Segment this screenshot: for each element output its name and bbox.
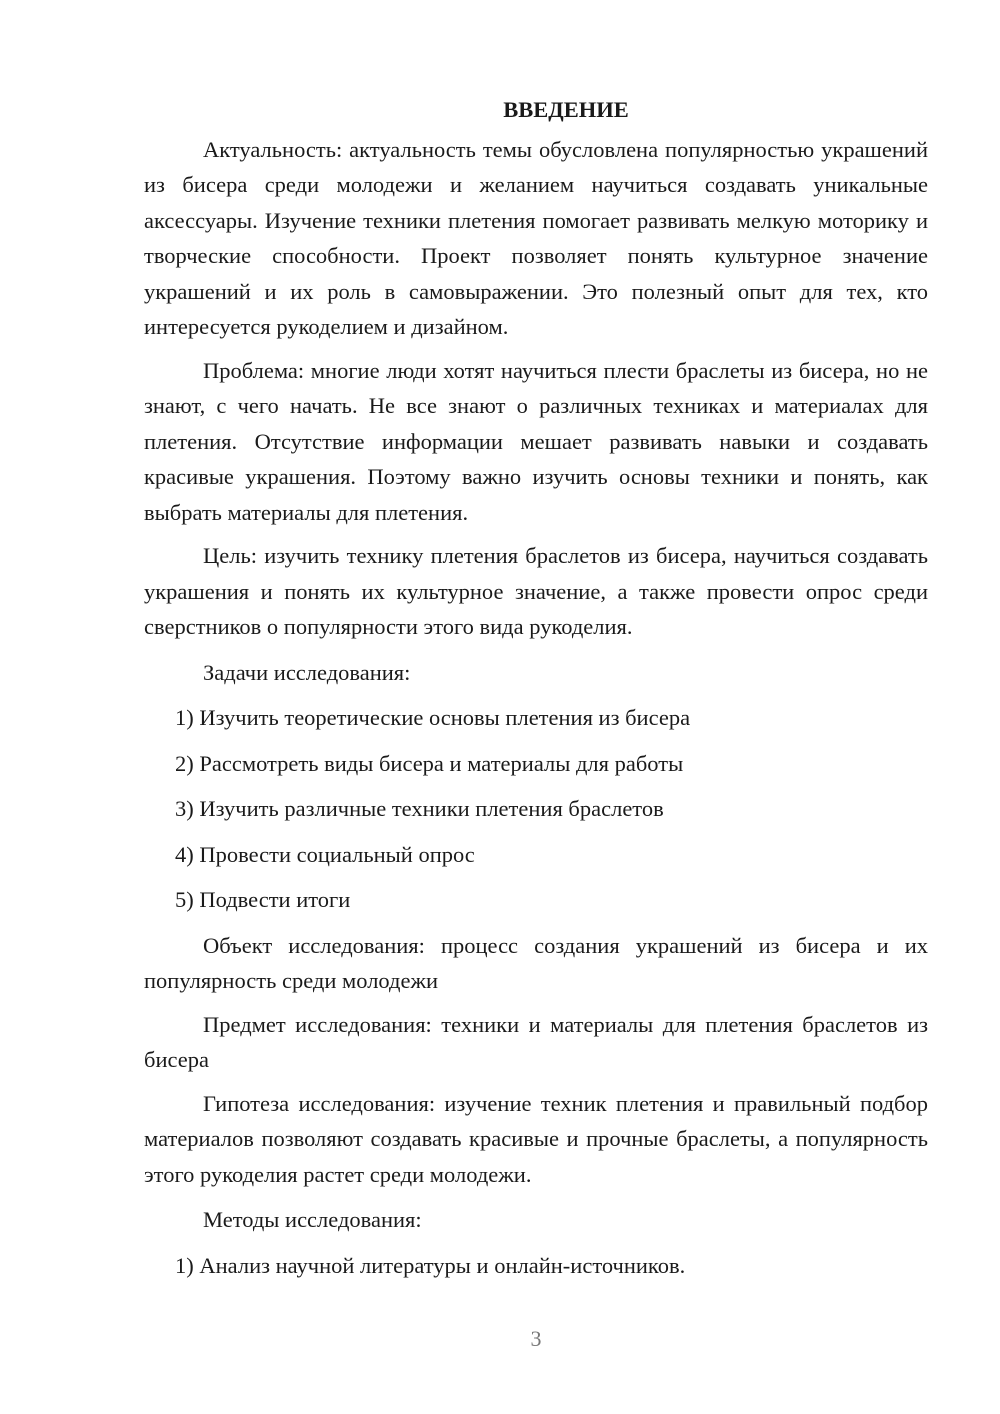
task-item: 4) Провести социальный опрос xyxy=(175,841,475,867)
relevance-paragraph: Актуальность: актуальность темы обусловлена популярностью украшений из бисера среди молодежи и желанием научиться создавать уникальные аксессуары. Изучение техники плетения помогает развивать мелкую моторику и творческие способности. Проект позволяет понять культурное значение украшений и их роль в самовыражении. Это полезный опыт для тех, кто интересуется рукоделием и дизайном. xyxy=(144,136,928,339)
section-title: ВВЕДЕНИЕ xyxy=(503,97,629,122)
document-page xyxy=(144,92,928,1293)
methods-list xyxy=(144,1248,928,1284)
object-paragraph: Объект исследования: процесс создания украшений из бисера и их популярность среди молодежи xyxy=(144,932,928,993)
subject-paragraph: Предмет исследования: техники и материалы для плетения браслетов из бисера xyxy=(144,1011,928,1072)
task-item: 3) Изучить различные техники плетения браслетов xyxy=(175,796,664,821)
tasks-label: Задачи исследования: xyxy=(203,659,411,685)
methods-label: Методы исследования: xyxy=(203,1207,422,1232)
page-number: 3 xyxy=(530,1326,542,1351)
problem-paragraph: Проблема: многие люди хотят научиться плести браслеты из бисера, но не знают, с чего начать. Не все знают о различных техниках и материалах для плетения. Отсутствие информации мешает развивать навыки и создавать красивые украшения. Поэтому важно изучить основы техники и понять, как выбрать материалы для плетения. xyxy=(144,357,928,525)
task-item: 5) Подвести итоги xyxy=(175,887,351,912)
tasks-list xyxy=(144,700,928,918)
hypothesis-paragraph: Гипотеза исследования: изучение техник плетения и правильный подбор материалов позволяют создавать красивые и прочные браслеты, а популярность этого рукоделия растет среди молодежи. xyxy=(144,1090,928,1187)
goal-paragraph: Цель: изучить технику плетения браслетов из бисера, научиться создавать украшения и понять их культурное значение, а также провести опрос среди сверстников о популярности этого вида рукоделия. xyxy=(144,543,928,639)
task-item: 2) Рассмотреть виды бисера и материалы для работы xyxy=(175,750,684,776)
method-item: 1) Анализ научной литературы и онлайн-источников. xyxy=(175,1252,686,1278)
task-item: 1) Изучить теоретические основы плетения из бисера xyxy=(175,705,691,730)
